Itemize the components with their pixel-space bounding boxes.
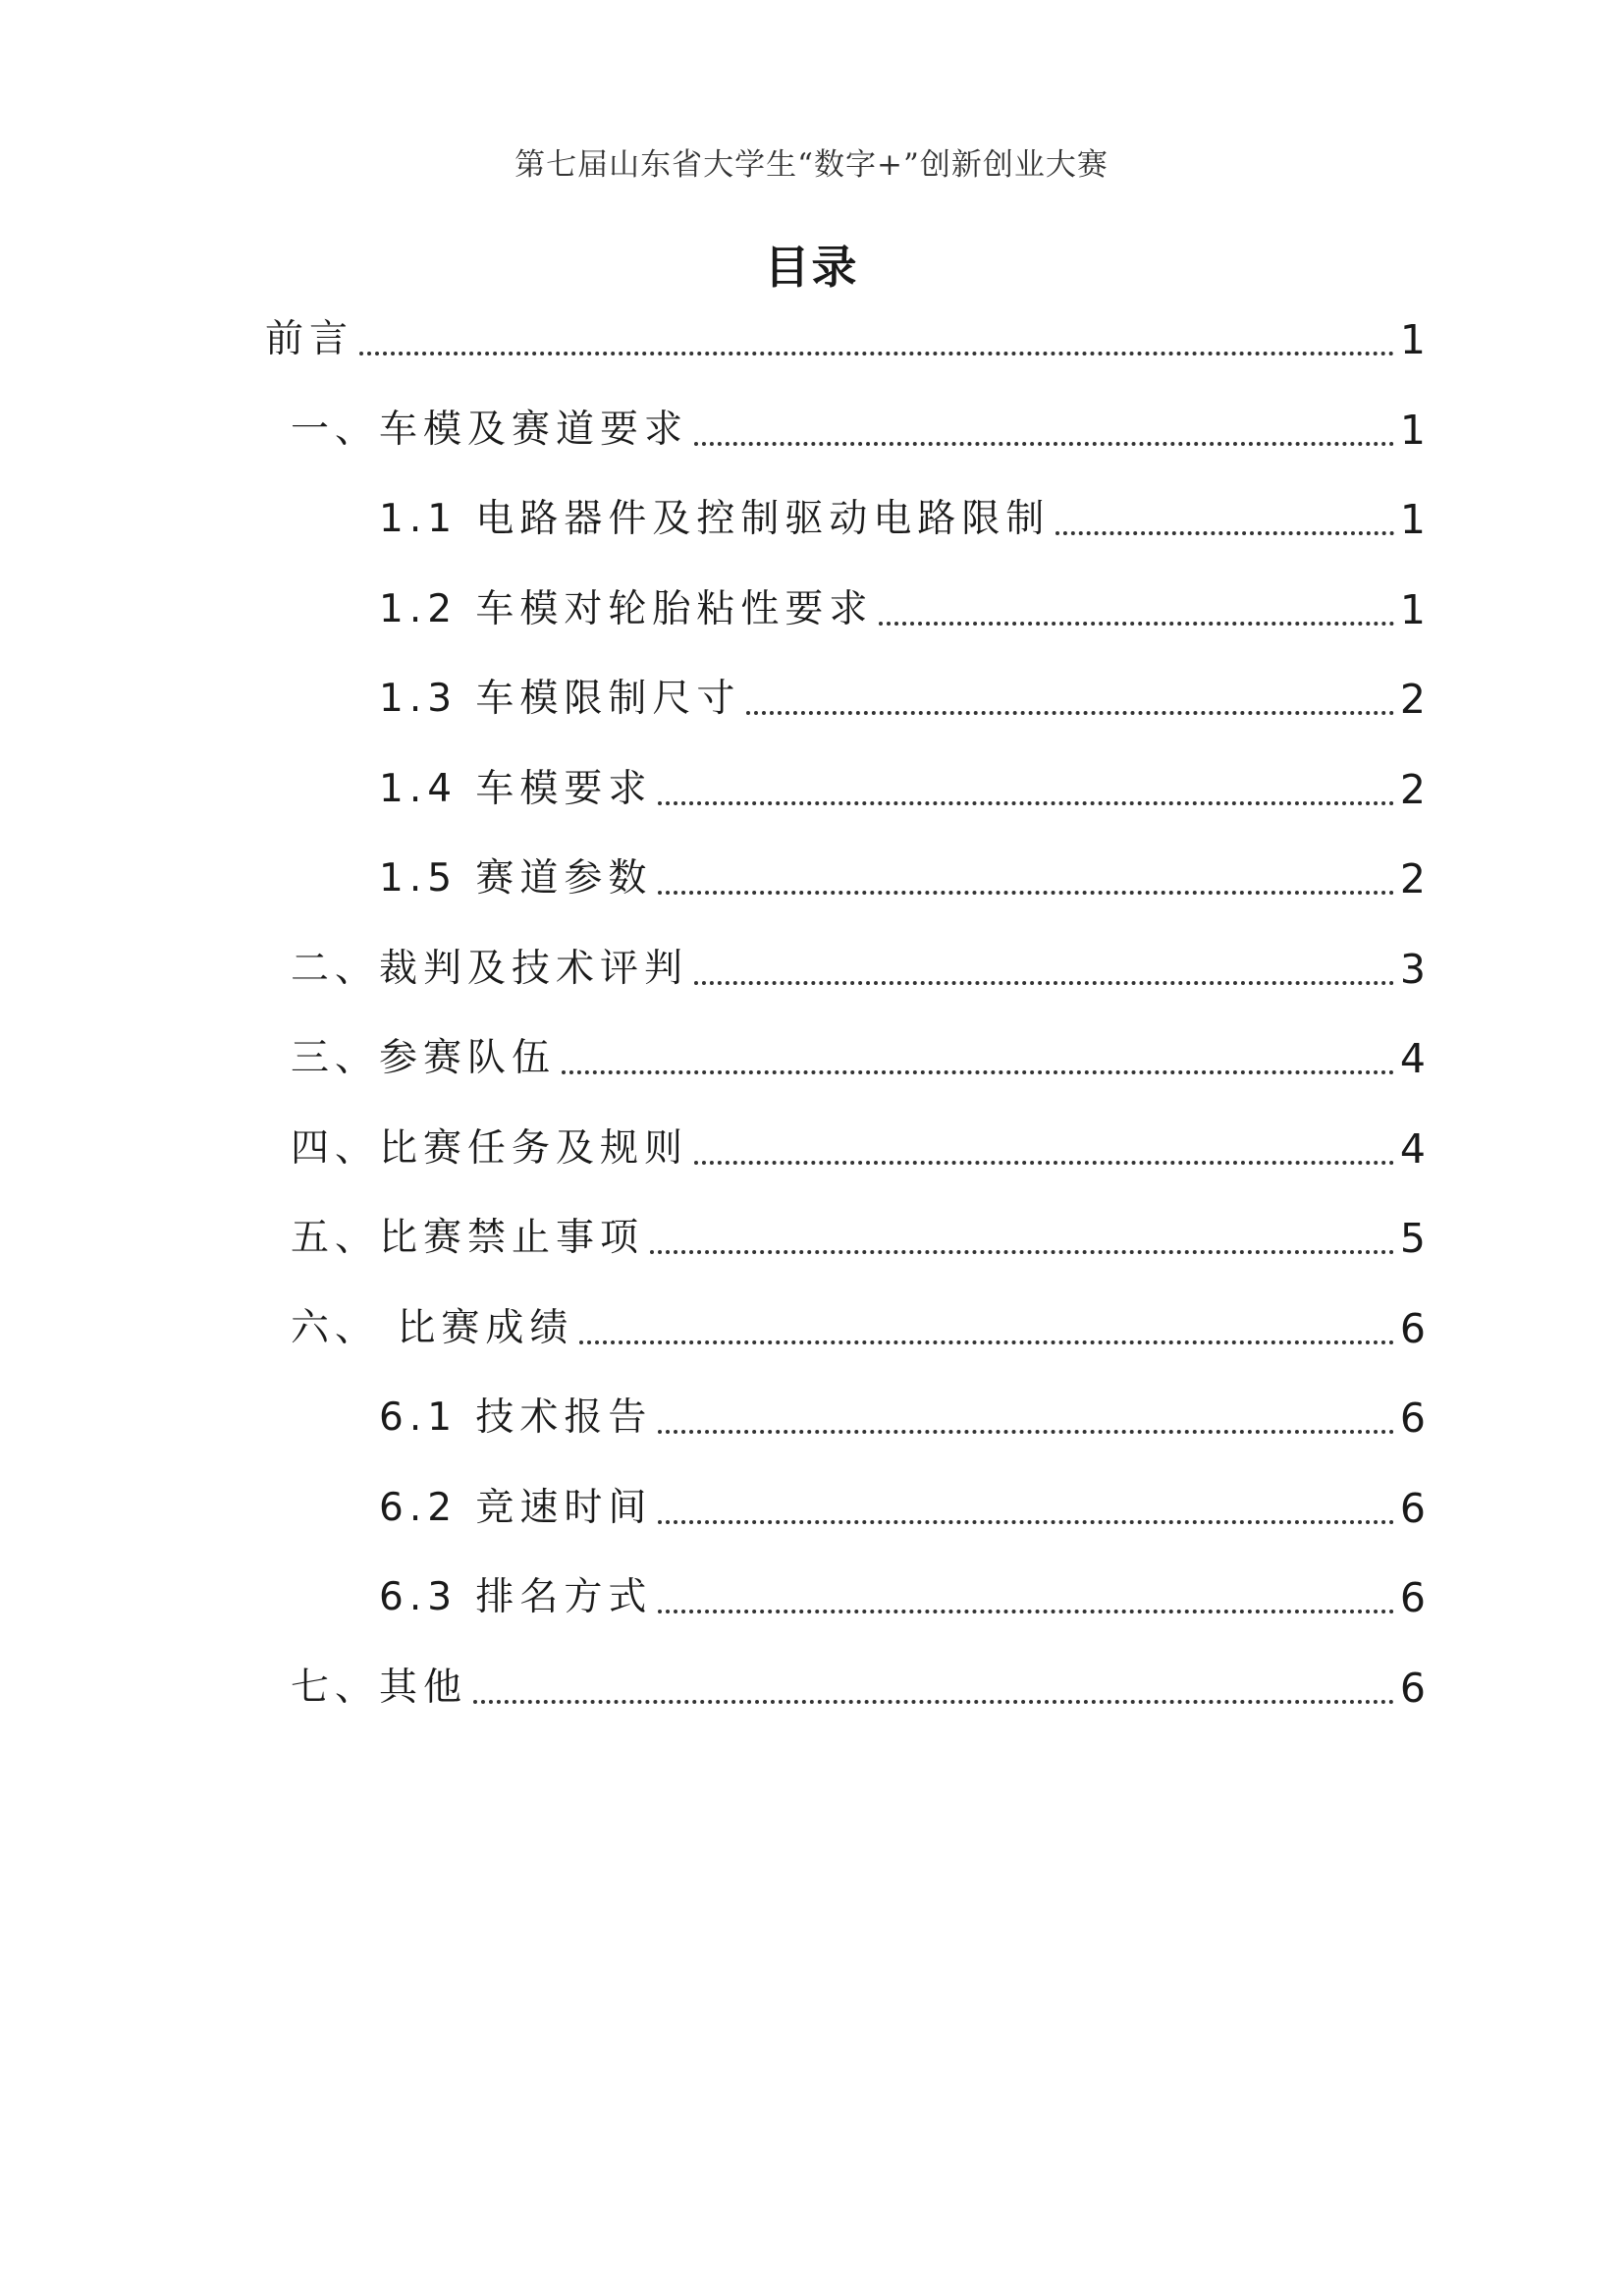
toc-entry-page-number: 1 bbox=[1399, 316, 1426, 363]
toc-entry-label: 1.5 赛道参数 bbox=[379, 856, 653, 901]
toc-dot-leader bbox=[658, 801, 1393, 805]
toc-dot-leader bbox=[694, 1161, 1394, 1165]
toc-entry-label: 6.1 技术报告 bbox=[379, 1395, 653, 1440]
toc-entry[interactable] bbox=[379, 1570, 1426, 1625]
toc-entry-label: 七、其他 bbox=[291, 1665, 468, 1710]
toc-entry-page-number: 3 bbox=[1399, 945, 1426, 993]
toc-dot-leader bbox=[658, 1430, 1393, 1434]
toc-entry[interactable] bbox=[379, 672, 1426, 727]
toc-entry-label: 五、比赛禁止事项 bbox=[291, 1216, 645, 1260]
toc-entry-page-number: 6 bbox=[1399, 1484, 1426, 1532]
toc-entry-label: 6.3 排名方式 bbox=[379, 1575, 653, 1619]
toc-entry-label: 1.4 车模要求 bbox=[379, 766, 653, 811]
toc-entry-label: 二、裁判及技术评判 bbox=[291, 946, 689, 991]
toc-dot-leader bbox=[694, 442, 1394, 446]
toc-entry-label: 6.2 竞速时间 bbox=[379, 1485, 653, 1530]
toc-entry-page-number: 2 bbox=[1399, 765, 1426, 813]
toc-entry-page-number: 6 bbox=[1399, 1574, 1426, 1621]
toc-dot-leader bbox=[1055, 531, 1393, 535]
toc-entry-label: 六、 比赛成绩 bbox=[291, 1305, 574, 1350]
toc-entry[interactable] bbox=[379, 492, 1426, 547]
toc-entry[interactable] bbox=[379, 582, 1426, 637]
toc-entry-label: 1.3 车模限制尺寸 bbox=[379, 677, 741, 721]
toc-entry-page-number: 6 bbox=[1399, 1664, 1426, 1712]
toc-dot-leader bbox=[658, 1520, 1393, 1524]
toc-dot-leader bbox=[746, 711, 1393, 715]
toc-dot-leader bbox=[694, 981, 1394, 985]
toc-dot-leader bbox=[650, 1250, 1394, 1254]
toc-entry[interactable] bbox=[379, 1481, 1426, 1536]
toc-dot-leader bbox=[658, 1610, 1393, 1613]
toc-title: 目录 bbox=[764, 241, 859, 294]
toc-dot-leader bbox=[579, 1340, 1394, 1344]
toc-entry-label: 三、参赛队伍 bbox=[291, 1036, 557, 1080]
toc-entry[interactable] bbox=[291, 1121, 1426, 1176]
toc-entry-label: 1.2 车模对轮胎粘性要求 bbox=[379, 586, 874, 631]
toc-dot-leader bbox=[658, 891, 1393, 895]
toc-entry-page-number: 4 bbox=[1399, 1035, 1426, 1082]
toc-entry[interactable] bbox=[291, 1301, 1426, 1356]
toc-entry-page-number: 1 bbox=[1399, 406, 1426, 454]
toc-entry-page-number: 2 bbox=[1399, 855, 1426, 902]
toc-entry-label: 一、车模及赛道要求 bbox=[291, 407, 689, 452]
toc-entry[interactable] bbox=[265, 312, 1426, 367]
toc-entry-page-number: 5 bbox=[1399, 1215, 1426, 1262]
toc-entry-page-number: 1 bbox=[1399, 585, 1426, 633]
toc-entry[interactable] bbox=[291, 942, 1426, 997]
toc-dot-leader bbox=[562, 1070, 1394, 1074]
toc-entry-label: 1.1 电路器件及控制驱动电路限制 bbox=[379, 497, 1051, 541]
toc-dot-leader bbox=[879, 622, 1393, 626]
toc-entry[interactable] bbox=[291, 1211, 1426, 1266]
toc-entry-page-number: 4 bbox=[1399, 1124, 1426, 1173]
toc-entry[interactable] bbox=[379, 851, 1426, 906]
toc-entry-label: 前言 bbox=[265, 317, 354, 361]
toc-entry[interactable] bbox=[379, 1391, 1426, 1446]
toc-entry-page-number: 6 bbox=[1399, 1394, 1426, 1442]
toc-dot-leader bbox=[473, 1700, 1394, 1704]
toc-entry-page-number: 2 bbox=[1399, 676, 1426, 723]
toc-entry[interactable] bbox=[291, 403, 1426, 458]
toc-entry[interactable] bbox=[291, 1031, 1426, 1086]
toc-entry-page-number: 6 bbox=[1399, 1304, 1426, 1352]
toc-dot-leader bbox=[359, 352, 1394, 355]
toc-entry-page-number: 1 bbox=[1399, 496, 1426, 543]
toc-entry[interactable] bbox=[291, 1661, 1426, 1716]
toc-entry-label: 四、比赛任务及规则 bbox=[291, 1125, 689, 1171]
toc-entry[interactable] bbox=[379, 762, 1426, 817]
running-header: 第七届山东省大学生“数字+”创新创业大赛 bbox=[514, 147, 1109, 183]
